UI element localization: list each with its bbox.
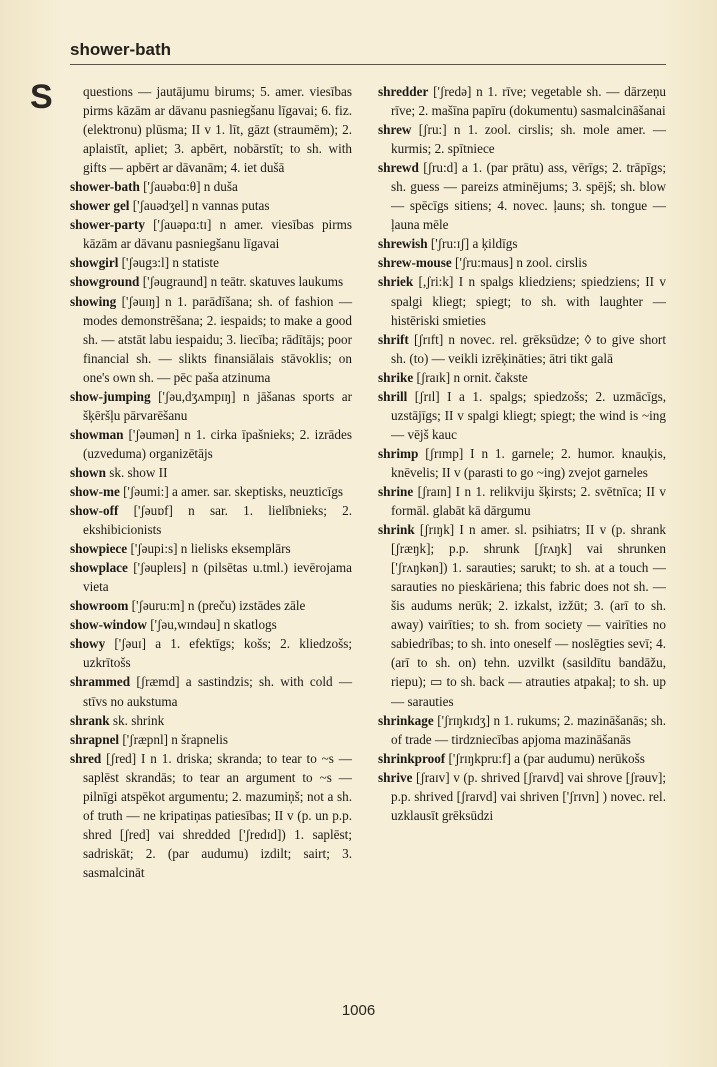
entry-headword: showpiece — [70, 541, 128, 557]
dictionary-entry — [70, 730, 352, 749]
dictionary-entry — [70, 177, 352, 196]
entry-headword: shown — [70, 464, 106, 480]
dictionary-entry — [378, 272, 666, 329]
entry-definition: [ʃraɪv] v (p. shrived [ʃraɪvd] vai shrove [ʃrəuv]; p.p. shrived [ʃraɪvd] vai shriven ['ʃrɪvn] ) novec. rel. uzklausīt grēksūdzi — [391, 769, 666, 823]
dictionary-entry — [378, 158, 666, 234]
entry-headword: shrank — [70, 712, 110, 728]
entry-headword: shrapnel — [70, 731, 120, 747]
left-column — [70, 82, 352, 882]
entry-definition: [ʃrɪl] I a 1. spalgs; spiedzošs; 2. uzmācīgs, uzstājīgs; II v spalgi kliegt; spiegt; the wind is ~ing — vējš kauc — [391, 388, 666, 442]
entry-definition: ['ʃəugɜ:l] n statiste — [121, 255, 219, 271]
entry-headword: show-off — [70, 503, 119, 519]
dictionary-entry — [70, 711, 352, 730]
entry-definition: [,ʃri:k] I n spalgs kliedziens; spiedziens; II v spalgi kliegt; spiegt; to sh. with laughter — histēriski smieties — [391, 274, 666, 328]
dictionary-entry — [378, 520, 666, 710]
dictionary-entry — [378, 444, 666, 482]
entry-headword: shower-party — [70, 217, 145, 233]
entry-definition: sk. show II — [109, 464, 168, 480]
entry-headword: show-jumping — [70, 388, 151, 404]
entry-definition: ['ʃəuɪ] a 1. efektīgs; košs; 2. kliedzošs; uzkrītošs — [83, 636, 352, 671]
dictionary-entry — [378, 253, 666, 272]
entry-definition: ['ʃəupleɪs] n (pilsētas u.tml.) ievērojama vieta — [83, 560, 352, 595]
entry-definition: ['ʃru:ɪʃ] a ķildīgs — [430, 236, 518, 252]
entry-headword: shower gel — [70, 198, 130, 214]
dictionary-entry — [378, 387, 666, 444]
dictionary-entry — [70, 253, 352, 272]
dictionary-entry — [70, 539, 352, 558]
entry-definition: ['ʃəumən] n 1. cirka īpašnieks; 2. izrādes (uzveduma) organizētājs — [83, 426, 352, 461]
entry-definition: [ʃraɪk] n ornit. čakste — [416, 369, 528, 385]
dictionary-entry — [378, 120, 666, 158]
entry-definition: ['ʃəupi:s] n lielisks eksemplārs — [130, 541, 291, 557]
entry-definition: [ʃrɪŋk] I n amer. sl. psihiatrs; II v (p. shrank [ʃræŋk]; p.p. shrunk [ʃrʌŋk] vai shrunken ['ʃrʌŋkən]) 1. sarauties; sarukt; to sh. at a touch — sarauties no pieskāriena; this fabric does not sh. — šis audums nerūk; 2. izkalst, izžūt; 3. (arī to sh. away) vairīties; to sh. from society — vairīties no sabiedrības; to sh. into oneself — noslēgties sevī; 4. (arī to sh. on) tehn. uzvilkt (sasildītu bandāžu, riepu); ▭ to sh. back — atrauties atpakaļ; to sh. up — sarauties — [391, 522, 666, 709]
entry-definition: [ʃru:] n 1. zool. cirslis; sh. mole amer. — kurmis; 2. spītniece — [391, 122, 667, 157]
entry-definition: ['ʃəuɪŋ] n 1. parādīšana; sh. of fashion — modes demonstrēšana; 2. iespaids; to make a good sh. — atstāt labu iespaidu; 3. liecība; rādītājs; poor financial sh. — slikts finansiālais stāvoklis; on one's own sh. — pēc paša atzinuma — [83, 293, 353, 385]
dictionary-entry — [70, 82, 352, 177]
entry-headword: shrimp — [378, 445, 419, 461]
dictionary-entry — [70, 672, 352, 710]
dictionary-entry — [70, 387, 352, 425]
dictionary-entry — [70, 501, 352, 539]
entry-definition: ['ʃredə] n 1. rīve; vegetable sh. — dārzeņu rīve; 2. mašīna papīru (dokumentu) sasmalcināšanai — [391, 84, 667, 119]
entry-headword: shrine — [378, 483, 414, 499]
entry-headword: showman — [70, 426, 124, 442]
entry-headword: showgirl — [70, 255, 119, 271]
dictionary-entry — [378, 711, 666, 749]
entry-headword: shred — [70, 750, 102, 766]
entry-headword: shrive — [378, 769, 413, 785]
thumb-index-letter: S — [30, 78, 53, 116]
entry-headword: shriek — [378, 274, 414, 290]
entry-headword: shrammed — [70, 674, 131, 690]
entry-definition: ['ʃru:maus] n zool. cirslis — [455, 255, 588, 271]
entry-definition: [ʃrɪmp] I n 1. garnele; 2. humor. knauķis, knēvelis; II v (parasti to go ~ing) zvejot garneles — [391, 445, 667, 480]
dictionary-entry — [70, 482, 352, 501]
dictionary-entry — [378, 368, 666, 387]
right-column — [378, 82, 666, 825]
entry-definition: [ʃru:d] a 1. (par prātu) ass, vērīgs; 2. trāpīgs; sh. guess — pareizs atminējums; 3. spējš; sh. blow — spēcīgs sitiens; 4. novec. ļauns; sh. tongue — ļauna mēle — [391, 160, 667, 233]
entry-headword: shrewish — [378, 236, 428, 252]
entry-definition: ['ʃəugraund] n teātr. skatuves laukums — [142, 274, 344, 290]
entry-headword: shrift — [378, 331, 409, 347]
entry-headword: shower-bath — [70, 179, 140, 195]
entry-definition: ['ʃəu,dʒʌmpɪŋ] n jāšanas sports ar šķēršļu pārvarēšanu — [83, 388, 352, 423]
entry-definition: ['ʃauəpɑ:tɪ] n amer. viesības pirms kāzām ar dāvanu pasniegšanu līgavai — [83, 217, 352, 252]
entry-headword: showroom — [70, 598, 129, 614]
dictionary-entry — [70, 292, 352, 387]
dictionary-entry — [378, 330, 666, 368]
entry-headword: shrew — [378, 122, 412, 138]
entry-definition: ['ʃəu,wɪndəu] n skatlogs — [150, 617, 277, 633]
dictionary-entry — [378, 482, 666, 520]
dictionary-entry — [70, 463, 352, 482]
entry-definition: [ʃrɪft] n novec. rel. grēksūdze; ◊ to give short sh. (to) — veikli izrēķināties; ātri tikt galā — [391, 331, 666, 366]
dictionary-entry — [70, 425, 352, 463]
header-rule — [70, 64, 666, 65]
entry-definition: [ʃred] I n 1. driska; skranda; to tear to ~s — saplēst skrandās; to tear an argument to ~s — pilnīgi atspēkot argumentu; 2. mazumiņš; not a sh. of truth — ne kripatiņas patiesības; II v (p. un p.p. shred [ʃred] vai shredded ['ʃredɪd]) 1. saplēst; sadriskāt; 2. (par audumu) izdilt; sairt; 3. sasmalcināt — [83, 750, 352, 880]
dictionary-entry — [378, 749, 666, 768]
entry-definition: ['ʃauəbɑ:θ] n duša — [143, 179, 238, 195]
entry-headword: shrinkproof — [378, 750, 446, 766]
entry-definition: ['ʃauədʒel] n vannas putas — [132, 198, 270, 214]
entry-headword: showground — [70, 274, 140, 290]
dictionary-entry — [70, 196, 352, 215]
dictionary-entry — [70, 596, 352, 615]
entry-definition: ['ʃræpnl] n šrapnelis — [122, 731, 229, 747]
entry-headword: showing — [70, 293, 117, 309]
entry-definition: [ʃraɪn] I n 1. relikviju šķirsts; 2. svētnīca; II v formāl. glabāt kā dārgumu — [391, 483, 667, 519]
dictionary-entry — [70, 558, 352, 596]
entry-definition: ['ʃrɪŋkɪdʒ] n 1. rukums; 2. mazināšanās; sh. of trade — tirdzniecības apjoma mazināšanās — [391, 712, 667, 747]
entry-definition: sk. shrink — [112, 712, 165, 728]
dictionary-entry — [378, 234, 666, 253]
entry-headword: show-me — [70, 483, 120, 499]
entry-headword: shredder — [378, 84, 429, 99]
entry-headword: show-window — [70, 617, 147, 633]
entry-definition: ['ʃəumi:] a amer. sar. skeptisks, neuzticīgs — [123, 483, 344, 499]
entry-definition: ['ʃrɪŋkpru:f] a (par audumu) nerūkošs — [448, 750, 645, 766]
dictionary-entry — [70, 749, 352, 882]
dictionary-entry — [70, 634, 352, 672]
dictionary-entry — [70, 615, 352, 634]
entry-headword: shrew-mouse — [378, 255, 452, 271]
entry-headword: showplace — [70, 560, 128, 576]
dictionary-entry — [378, 82, 666, 120]
entry-definition: ['ʃəuɒf] n sar. 1. lielībnieks; 2. ekshibicionists — [83, 503, 353, 538]
page-number: 1006 — [341, 1002, 376, 1019]
entry-definition: questions — jautājumu birums; 5. amer. viesības pirms kāzām ar dāvanu pasniegšanu līgavai; 6. fiz. (elektronu) plūsma; II v 1. līt, gāzt (straumēm); 2. aplaistīt, apliet; 3. apbērt, nobārstīt; to sh. with gifts — apbērt ar dāvanām; 4. iet dušā — [83, 84, 352, 176]
entry-headword: showy — [70, 636, 106, 652]
entry-headword: shrink — [378, 522, 415, 538]
entry-headword: shrike — [378, 369, 414, 385]
entry-definition: ['ʃəuru:m] n (preču) izstādes zāle — [131, 598, 306, 614]
entry-headword: shrinkage — [378, 712, 434, 728]
running-head: shower-bath — [70, 40, 172, 59]
entry-headword: shrill — [378, 388, 408, 404]
entry-definition: [ʃræmd] a sastindzis; sh. with cold — stīvs no aukstuma — [83, 674, 353, 709]
entry-headword: shrewd — [378, 160, 419, 176]
dictionary-entry — [70, 272, 352, 291]
dictionary-entry — [378, 768, 666, 825]
dictionary-entry — [70, 215, 352, 253]
